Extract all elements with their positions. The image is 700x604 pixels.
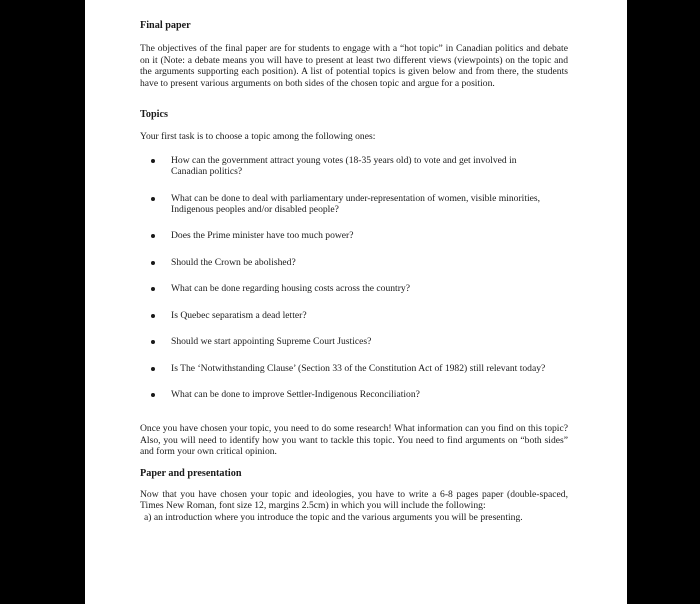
document-content: [140, 20, 568, 523]
topic-text: Should the Crown be abolished?: [171, 256, 296, 268]
topic-item-3: [140, 230, 551, 241]
topic-item-5: [140, 283, 551, 294]
bullet-icon: [151, 159, 155, 163]
topic-text: Should we start appointing Supreme Court Justices?: [171, 336, 372, 348]
document-page: [85, 0, 627, 604]
bullet-icon: [151, 287, 155, 291]
bullet-icon: [151, 314, 155, 318]
final-paper-heading: Final paper: [140, 20, 191, 31]
topic-item-9: [140, 389, 551, 400]
topics-intro: Your first task is to choose a topic among the following ones:: [140, 131, 376, 143]
topic-item-7: [140, 336, 551, 347]
topic-text: What can be done regarding housing costs across the country?: [171, 283, 410, 295]
topic-text: Is The ‘Notwithstanding Clause’ (Section 33 of the Constitution Act of 1982) still relevant today?: [171, 362, 546, 374]
topic-text: What can be done to improve Settler-Indigenous Reconciliation?: [171, 388, 420, 400]
topics-heading: Topics: [140, 109, 168, 121]
topic-item-1: [140, 155, 551, 178]
topic-text: Does the Prime minister have too much power?: [171, 230, 354, 242]
bullet-icon: [151, 197, 155, 201]
bullet-icon: [151, 340, 155, 344]
final-paper-paragraph: The objectives of the final paper are for students to engage with a “hot topic” in Canadian politics and debate on it (Note: a debate means you will have to present at least two different views (viewpoints) on the topic and the arguments supporting each position). A list of potential topics is given below and from there, the students have to present various arguments on both sides of the chosen topic and argue for a position.: [140, 43, 568, 89]
paper-presentation-paragraph: Now that you have chosen your topic and ideologies, you have to write a 6-8 pages paper (double-spaced, Times New Roman, font size 12, margins 2.5cm) in which you will include the following:: [140, 488, 568, 512]
topic-text: What can be done to deal with parliamentary under-representation of women, visible minorities, Indigenous peoples and/or disabled people?: [171, 192, 541, 216]
paper-presentation-heading: Paper and presentation: [140, 467, 242, 479]
topic-item-4: [140, 257, 551, 268]
topic-item-8: [140, 363, 551, 374]
bullet-icon: [151, 367, 155, 371]
topics-after-paragraph: Once you have chosen your topic, you need to do some research! What information can you find on this topic? Also, you will need to identify how you want to tackle this topic. You need to find arguments on “both sides” and form your own critical opinion.: [140, 423, 568, 458]
topics-list: [140, 155, 568, 400]
bullet-icon: [151, 393, 155, 397]
bullet-icon: [151, 234, 155, 238]
topic-item-2: [140, 193, 551, 216]
topic-text: How can the government attract young votes (18-35 years old) to vote and get involved in Canadian politics?: [171, 154, 517, 178]
paper-presentation-sub-item: a) an introduction where you introduce the topic and the various arguments you will be presenting.: [144, 511, 523, 523]
topic-item-6: [140, 310, 551, 321]
bullet-icon: [151, 261, 155, 265]
topic-text: Is Quebec separatism a dead letter?: [171, 309, 307, 321]
